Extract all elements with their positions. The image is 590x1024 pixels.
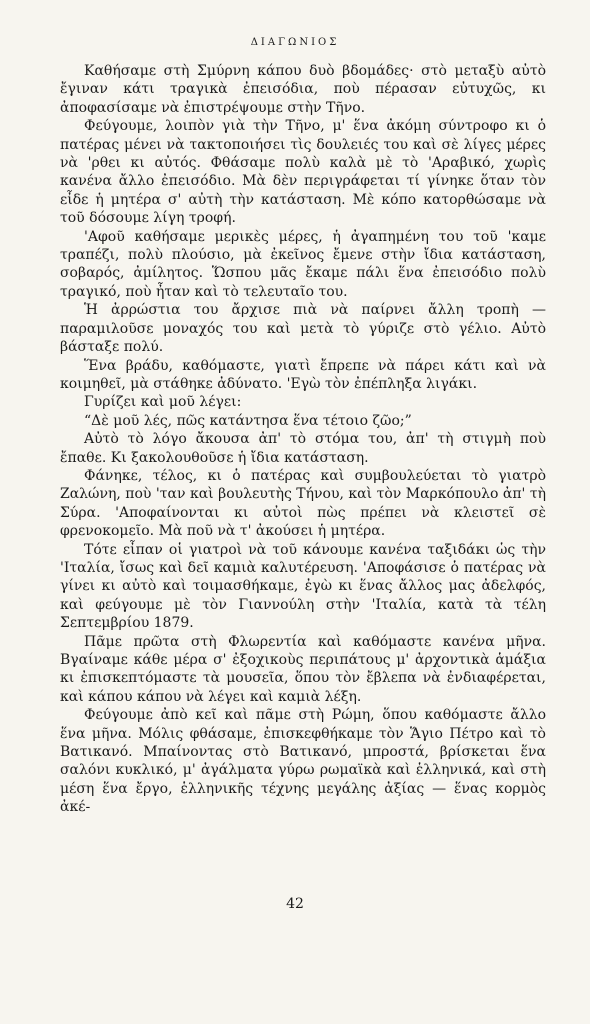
paragraph: Φάνηκε, τέλος, κι ὁ πατέρας καὶ συμβουλεύεται τὸ γιατρὸ Ζαλώνη, ποὺ 'ταν καὶ βουλευτὴς Τήνου, καὶ τὸν Μαρκόπουλο ἀπ' τὴ Σύρα. 'Αποφαίνονται κι αὐτοὶ πὼς πρέπει νὰ κλειστεῖ σὲ φρενοκομεῖο. Μὰ ποῦ νὰ τ' ἀκούσει ἡ μητέρα. [60,467,546,540]
body-text [60,62,546,817]
paragraph: Τότε εἶπαν οἱ γιατροὶ νὰ τοῦ κάνουμε κανένα ταξιδάκι ὡς τὴν 'Ιταλία, ἴσως καὶ δεῖ καμιὰ καλυτέρευση. 'Αποφάσισε ὁ πατέρας νὰ γίνει κι αὐτὸ καὶ τοιμασθήκαμε, ἐγὼ κι ἕνας ἄλλος μας ἀδελφός, καὶ φεύγουμε μὲ τὸν Γιαννούλη στὴν 'Ιταλία, κατὰ τὰ τέλη Σεπτεμβρίου 1879. [60,541,546,632]
paragraph: 'Αφοῦ καθήσαμε μερικὲς μέρες, ἡ ἀγαπημένη του τοῦ 'καμε τραπέζι, πολὺ πλούσιο, μὰ ἐκεῖνος ἔμενε στὴν ἴδια κατάσταση, σοβαρός, ἀμίλητος. Ὥσπου μᾶς ἔκαμε πάλι ἕνα ἐπεισόδιο πολὺ τραγικό, ποὺ ἦταν καὶ τὸ τελευταῖο του. [60,228,546,300]
paragraph: Γυρίζει καὶ μοῦ λέγει: [84,394,242,411]
paragraph: Πᾶμε πρῶτα στὴ Φλωρεντία καὶ καθόμαστε κανένα μῆνα. Βγαίναμε κάθε μέρα σ' ἐξοχικοὺς περιπάτους μ' ἀρχοντικὰ ἁμάξια κι ἐπισκεπτόμαστε τὰ μουσεῖα, ὅπου τὸν ἔβλεπα νὰ ἐνδιαφέρεται, καὶ κάπου κάπου νὰ λέγει καὶ καμιὰ λέξη. [60,633,546,705]
paragraph: Αὐτὸ τὸ λόγο ἄκουσα ἀπ' τὸ στόμα του, ἀπ' τὴ στιγμὴ ποὺ ἔπαθε. Κι ξακολουθοῦσε ἡ ἴδια κατάσταση. [60,431,546,466]
quoted-line: “Δὲ μοῦ λές, πῶς κατάντησα ἕνα τέτοιο ζῶο;” [84,412,412,429]
paragraph: Φεύγουμε ἀπὸ κεῖ καὶ πᾶμε στὴ Ρώμη, ὅπου καθόμαστε ἄλλο ἕνα μῆνα. Μόλις φθάσαμε, ἐπισκεφθήκαμε τὸν Ἅγιο Πέτρο καὶ τὸ Βατικανό. Μπαίνοντας στὸ Βατικανό, μπροστά, βρίσκεται ἕνα σαλόνι κυκλικό, μ' ἀγάλματα γύρω ρωμαϊκὰ καὶ ἑλληνικά, καὶ στὴ μέση ἕνα ἔργο, ἑλληνικῆς τέχνης μεγάλης ἀξίας — ἕνας κορμὸς ἀκέ- [60,707,546,816]
paragraph: Ἕνα βράδυ, καθόμαστε, γιατὶ ἔπρεπε νὰ πάρει κάτι καὶ νὰ κοιμηθεῖ, μὰ στάθηκε ἀδύνατο. 'Εγὼ τὸν ἐπέπληξα λιγάκι. [60,357,546,392]
paragraph: Ἡ ἀρρώστια του ἄρχισε πιὰ νὰ παίρνει ἄλλη τροπὴ — παραμιλοῦσε μοναχός του καὶ μετὰ τὸ γύριζε στὸ γέλιο. Αὐτὸ βάσταξε πολύ. [60,302,546,356]
paragraph: Καθήσαμε στὴ Σμύρνη κάπου δυὸ βδομάδες· στὸ μεταξὺ αὐτὸ ἔγιναν κάτι τραγικὰ ἐπεισόδια, ποὺ πέρασαν εὐτυχῶς, κι ἀποφασίσαμε νὰ ἐπιστρέψουμε στὴν Τῆνο. [60,63,546,116]
paragraph: Φεύγουμε, λοιπὸν γιὰ τὴν Τῆνο, μ' ἕνα ἀκόμη σύντροφο κι ὁ πατέρας μένει νὰ τακτοποιήσει τὶς δουλειές του καὶ σὲ λίγες μέρες νὰ 'ρθει κι αὐτός. Φθάσαμε πολὺ καλὰ μὲ τὸ 'Αραβικό, χωρὶς κανένα ἄλλο ἐπεισόδιο. Μὰ δὲν περιγράφεται τί γίνηκε ὅταν τὸν εἶδε ἡ μητέρα σ' αὐτὴ τὴν κατάσταση. Μὲ κόπο κατορθώσαμε νὰ τοῦ δόσουμε λίγη τροφή. [60,118,546,227]
running-header: ΔΙΑΓΩΝΙΟΣ [250,37,340,48]
page-number: 42 [286,896,304,912]
